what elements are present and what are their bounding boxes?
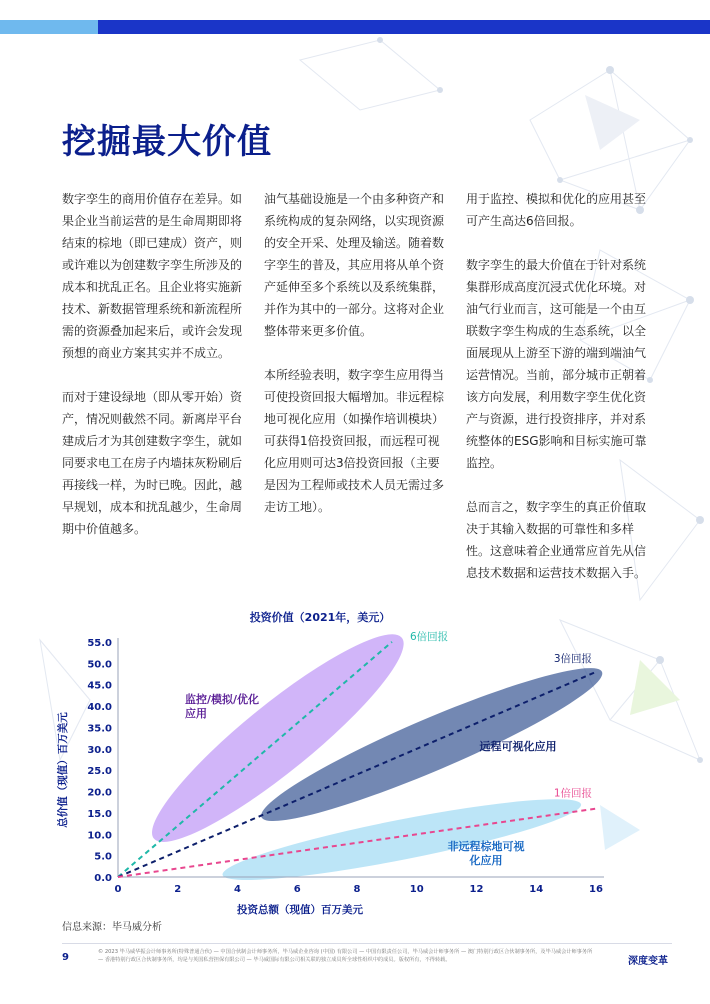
y-tick-label: 20.0	[87, 787, 112, 799]
legal-notice: © 2023 毕马威华振会计师事务所(特殊普通合伙) — 中国合伙制会计师事务所，毕马威企业咨询 (中国) 有限公司 — 中国有限责任公司，毕马威会计师事务所 — 澳门特别行政区合伙制事务所，及毕马威会计师事务所 — 香港特别行政区合伙制事务所，均是与英国私营担保有限公司 — 毕马威国际有限公司相关联的独立成员所全球性组织中的成员。版权所有，不得转载。	[98, 949, 593, 963]
paragraph: 本所经验表明，数字孪生应用得当可使投资回报大幅增加。非远程棕地可视化应用（如操作培训模块）可获得1倍投资回报，而远程可视化应用则可达3倍投资回报（主要是因为工程师或技术人员无需过多走访工地）。	[264, 368, 445, 514]
x-tick-label: 16	[589, 884, 603, 895]
return-line-label: 1倍回报	[553, 787, 592, 800]
x-axis-label: 投资总额（现值）百万美元	[237, 904, 363, 916]
region-label: 非远程棕地可视化应用	[447, 840, 525, 867]
brand-label: 深度变革	[628, 956, 668, 967]
y-tick-label: 45.0	[87, 680, 112, 692]
x-tick-label: 12	[469, 884, 484, 895]
x-tick-label: 6	[293, 884, 301, 895]
x-tick-label: 10	[409, 884, 424, 895]
x-tick-label: 14	[529, 884, 544, 895]
header-accent-bar	[0, 20, 98, 34]
return-line-label: 6倍回报	[409, 630, 449, 643]
y-tick-label: 15.0	[87, 808, 112, 820]
page-title: 挖掘最大价值	[62, 122, 272, 162]
region-label: 监控/模拟/优化应用	[185, 693, 260, 720]
x-tick-label: 2	[174, 884, 182, 895]
paragraph: 数字孪生的最大价值在于针对系统集群形成高度沉浸式优化环境。对油气行业而言，这可能是一个由互联数字孪生构成的生态系统，以全面展现从上游至下游的端到端油气运营情况。当前，部分城市正朝着该方向发展，利用数字孪生优化资产与资源，进行投资排序，并对系统整体的ESG影响和目标实施可靠监控。	[466, 258, 647, 470]
y-tick-label: 35.0	[87, 723, 112, 735]
paragraph: 用于监控、模拟和优化的应用甚至可产生高达6倍回报。	[466, 192, 647, 228]
return-line-label: 3倍回报	[553, 652, 592, 665]
paragraph: 数字孪生的商用价值存在差异。如果企业当前运营的是生命周期即将结束的棕地（即已建成）资产，则或许难以为创建数字孪生所涉及的成本和扰乱正名。且企业将实施新技术、新数据管理系统和新流程所需的资源叠加起来后，或许会发现预想的商业方案其实并不成立。	[62, 192, 243, 360]
y-tick-label: 40.0	[87, 702, 112, 714]
y-tick-label: 30.0	[87, 744, 112, 756]
paragraph: 油气基础设施是一个由多种资产和系统构成的复杂网络，以实现资源的安全开采、处理及输送。随着数字孪生的普及，其应用将从单个资产延伸至多个系统以及系统集群，并作为其中的一部分。这将对企业整体带来更多价值。	[264, 192, 445, 338]
y-tick-label: 10.0	[87, 830, 112, 842]
paragraph: 总而言之，数字孪生的真正价值取决于其输入数据的可靠性和多样性。这意味着企业通常应首先从信息技术数据和运营技术数据入手。	[466, 500, 647, 580]
y-axis-label: 总价值（现值）百万美元	[57, 712, 69, 828]
text-column-3	[466, 188, 652, 606]
footer-divider	[62, 943, 672, 944]
text-column-1	[62, 188, 246, 562]
y-tick-label: 0.0	[94, 873, 112, 884]
header-bar	[98, 20, 710, 34]
y-tick-label: 50.0	[87, 659, 112, 671]
x-tick-label: 0	[114, 884, 122, 895]
y-tick-label: 55.0	[87, 638, 112, 649]
chart-title: 投资价值（2021年，美元）	[249, 611, 391, 624]
investment-value-chart	[40, 600, 680, 930]
region-label: 远程可视化应用	[479, 740, 557, 753]
paragraph: 而对于建设绿地（即从零开始）资产，情况则截然不同。新离岸平台建成后才为其创建数字孪生，就如同要求电工在房子内墙抹灰粉刷后再接线一样，为时已晚。因此，越早规划，成本和扰乱越少，生命周期中价值越多。	[62, 390, 243, 536]
x-tick-label: 4	[234, 884, 241, 895]
y-tick-label: 5.0	[94, 851, 112, 863]
x-tick-label: 8	[353, 884, 361, 895]
source-note: 信息来源：毕马威分析	[62, 922, 162, 933]
y-tick-label: 25.0	[87, 766, 112, 778]
text-column-2	[264, 188, 448, 540]
page-number: 9	[62, 952, 69, 963]
